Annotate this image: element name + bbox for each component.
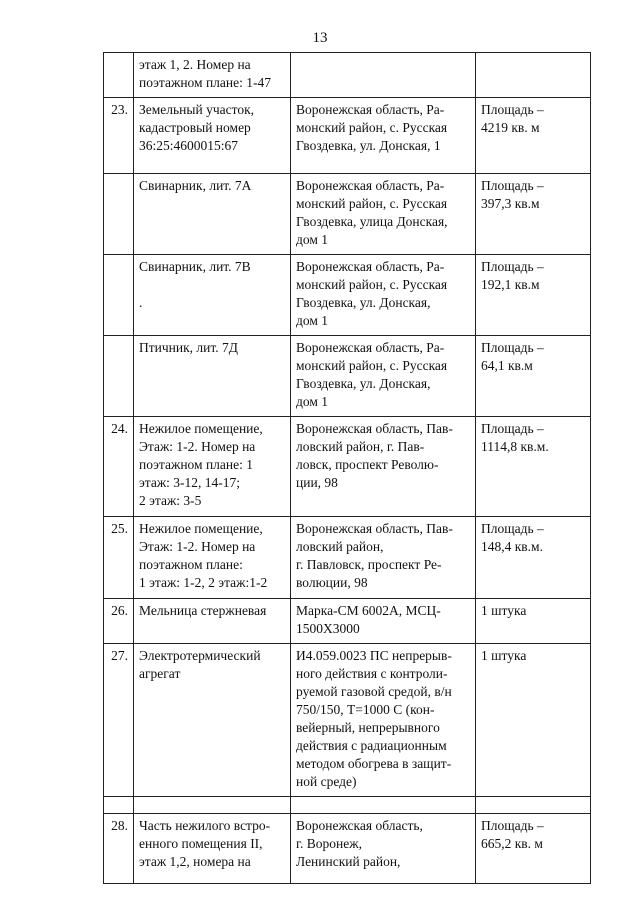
item-address-cell [291, 98, 476, 174]
item-size-line: 397,3 кв.м [481, 196, 540, 211]
item-name-line: Этаж: 1-2. Номер на [139, 539, 256, 554]
item-address-line: Воронежская область, Ра- [296, 340, 445, 355]
item-address-line: волюции, 98 [296, 575, 368, 590]
item-size-line: Площадь – [481, 521, 544, 536]
item-address-line: руемой газовой средой, в/н [296, 684, 452, 699]
item-name-cell [134, 814, 291, 884]
row-number: 26. [111, 603, 128, 618]
item-name-line: Этаж: 1-2. Номер на [139, 439, 256, 454]
item-name-cell [134, 417, 291, 517]
table-row [104, 814, 591, 884]
item-name-cell [134, 644, 291, 797]
item-address-line: дом 1 [296, 394, 329, 409]
item-address-line: Ленинский район, [296, 854, 401, 869]
item-address-line: г. Павловск, проспект Ре- [296, 557, 442, 572]
item-name-cell [134, 174, 291, 255]
row-number-cell [104, 644, 134, 797]
item-name-line: Земельный участок, [139, 102, 255, 117]
item-address-line: 750/150, Т=1000 С (кон- [296, 702, 435, 717]
item-address-cell [291, 174, 476, 255]
item-size-line: 4219 кв. м [481, 120, 540, 135]
item-address-line: Марка-СМ 6002А, МСЦ- [296, 603, 441, 618]
item-address-line: Воронежская область, [296, 818, 423, 833]
item-size-line: Площадь – [481, 259, 544, 274]
item-name-cell [134, 336, 291, 417]
item-size-line: Площадь – [481, 102, 544, 117]
item-name-line: 36:25:4600015:67 [139, 138, 239, 153]
item-size-cell [476, 599, 591, 644]
item-address-line: Воронежская область, Пав- [296, 521, 453, 536]
item-name-line: Электротермический [139, 648, 261, 663]
row-number-cell [104, 174, 134, 255]
item-address-line: монский район, с. Русская [296, 120, 448, 135]
item-name-line [139, 276, 285, 294]
item-name-cell [134, 255, 291, 336]
item-name-line: поэтажном плане: 1-47 [139, 75, 271, 90]
table-gap [104, 797, 591, 814]
item-size-cell [476, 417, 591, 517]
item-name-line: этаж 1,2, номера на [139, 854, 251, 869]
item-size-line: 1 штука [481, 648, 527, 663]
item-name-line: Свинарник, лит. 7В [139, 259, 251, 274]
item-name-line: 2 этаж: 3-5 [139, 493, 202, 508]
item-name-line: Часть нежилого встро- [139, 818, 271, 833]
item-address-line: дом 1 [296, 232, 329, 247]
item-address-line: И4.059.0023 ПС непрерыв- [296, 648, 452, 663]
item-address-cell [291, 417, 476, 517]
item-address-line: действия с радиационным [296, 738, 447, 753]
table-row [104, 517, 591, 599]
table-row [104, 417, 591, 517]
item-address-line: ной среде) [296, 774, 357, 789]
item-address-line: монский район, с. Русская [296, 277, 448, 292]
item-address-line: Гвоздевка, улица Донская, [296, 214, 448, 229]
item-address-cell [291, 644, 476, 797]
item-address-line: Гвоздевка, ул. Донская, 1 [296, 138, 441, 153]
item-name-line: Свинарник, лит. 7А [139, 178, 252, 193]
item-size-cell [476, 98, 591, 174]
row-number-cell [104, 53, 134, 98]
item-address-line: г. Воронеж, [296, 836, 362, 851]
item-address-line: методом обогрева в защит- [296, 756, 452, 771]
item-size-cell [476, 255, 591, 336]
item-address-line: Воронежская область, Пав- [296, 421, 453, 436]
item-address-line: дом 1 [296, 313, 329, 328]
item-size-cell [476, 53, 591, 98]
table-row [104, 174, 591, 255]
item-size-line: 64,1 кв.м [481, 358, 533, 373]
item-address-cell [291, 255, 476, 336]
item-address-line: монский район, с. Русская [296, 358, 448, 373]
item-size-cell [476, 517, 591, 599]
item-address-cell [291, 599, 476, 644]
item-name-line: этаж 1, 2. Номер на [139, 57, 251, 72]
item-name-line: Птичник, лит. 7Д [139, 340, 238, 355]
row-number-cell [104, 814, 134, 884]
item-address-line: ловский район, [296, 539, 384, 554]
item-address-cell [291, 53, 476, 98]
table-row [104, 599, 591, 644]
item-address-line: Гвоздевка, ул. Донская, [296, 295, 431, 310]
item-size-line: Площадь – [481, 421, 544, 436]
item-name-line: . [139, 295, 143, 310]
item-name-cell [134, 53, 291, 98]
item-name-cell [134, 98, 291, 174]
row-number-cell [104, 255, 134, 336]
row-number: 24. [111, 421, 128, 436]
item-address-line: вейерный, непрерывного [296, 720, 440, 735]
item-name-line: агрегат [139, 666, 181, 681]
row-number-cell [104, 336, 134, 417]
item-name-line: поэтажном плане: 1 [139, 457, 253, 472]
item-name-line: енного помещения II, [139, 836, 263, 851]
property-table-body [104, 53, 591, 884]
item-size-cell [476, 814, 591, 884]
item-address-cell [291, 336, 476, 417]
item-address-line: монский район, с. Русская [296, 196, 448, 211]
item-address-cell [291, 517, 476, 599]
table-row [104, 255, 591, 336]
item-name-line: Мельница стержневая [139, 603, 267, 618]
item-address-line: ции, 98 [296, 475, 338, 490]
item-address-line: 1500Х3000 [296, 621, 360, 636]
item-address-line: ного действия с контроли- [296, 666, 448, 681]
item-size-cell [476, 174, 591, 255]
item-size-line: Площадь – [481, 340, 544, 355]
row-number: 25. [111, 521, 128, 536]
item-address-line: ловск, проспект Револю- [296, 457, 439, 472]
item-address-line: Воронежская область, Ра- [296, 259, 445, 274]
item-size-cell [476, 336, 591, 417]
table-row [104, 98, 591, 174]
item-address-line: Воронежская область, Ра- [296, 102, 445, 117]
table-row [104, 644, 591, 797]
item-size-line: 1 штука [481, 603, 527, 618]
item-size-line: Площадь – [481, 178, 544, 193]
table-row [104, 53, 591, 98]
row-number: 28. [111, 818, 128, 833]
row-number: 23. [111, 102, 128, 117]
row-number-cell [104, 517, 134, 599]
item-address-line: Гвоздевка, ул. Донская, [296, 376, 431, 391]
item-size-line: 665,2 кв. м [481, 836, 543, 851]
item-address-line: ловский район, г. Пав- [296, 439, 425, 454]
item-size-cell [476, 644, 591, 797]
property-table [103, 52, 591, 884]
row-number-cell [104, 98, 134, 174]
item-name-cell [134, 599, 291, 644]
page-number: 13 [312, 30, 328, 46]
item-name-line: поэтажном плане: [139, 557, 243, 572]
item-name-line: кадастровый номер [139, 120, 251, 135]
item-size-line: 192,1 кв.м [481, 277, 540, 292]
item-name-line: Нежилое помещение, [139, 421, 263, 436]
row-number-cell [104, 599, 134, 644]
row-number: 27. [111, 648, 128, 663]
item-name-line: этаж: 3-12, 14-17; [139, 475, 241, 490]
item-size-line: 1114,8 кв.м. [481, 439, 549, 454]
item-name-line: Нежилое помещение, [139, 521, 263, 536]
item-size-line: 148,4 кв.м. [481, 539, 543, 554]
item-name-line: 1 этаж: 1-2, 2 этаж:1-2 [139, 575, 268, 590]
row-number-cell [104, 417, 134, 517]
item-name-cell [134, 517, 291, 599]
item-address-cell [291, 814, 476, 884]
item-address-line: Воронежская область, Ра- [296, 178, 445, 193]
table-row [104, 336, 591, 417]
item-size-line: Площадь – [481, 818, 544, 833]
